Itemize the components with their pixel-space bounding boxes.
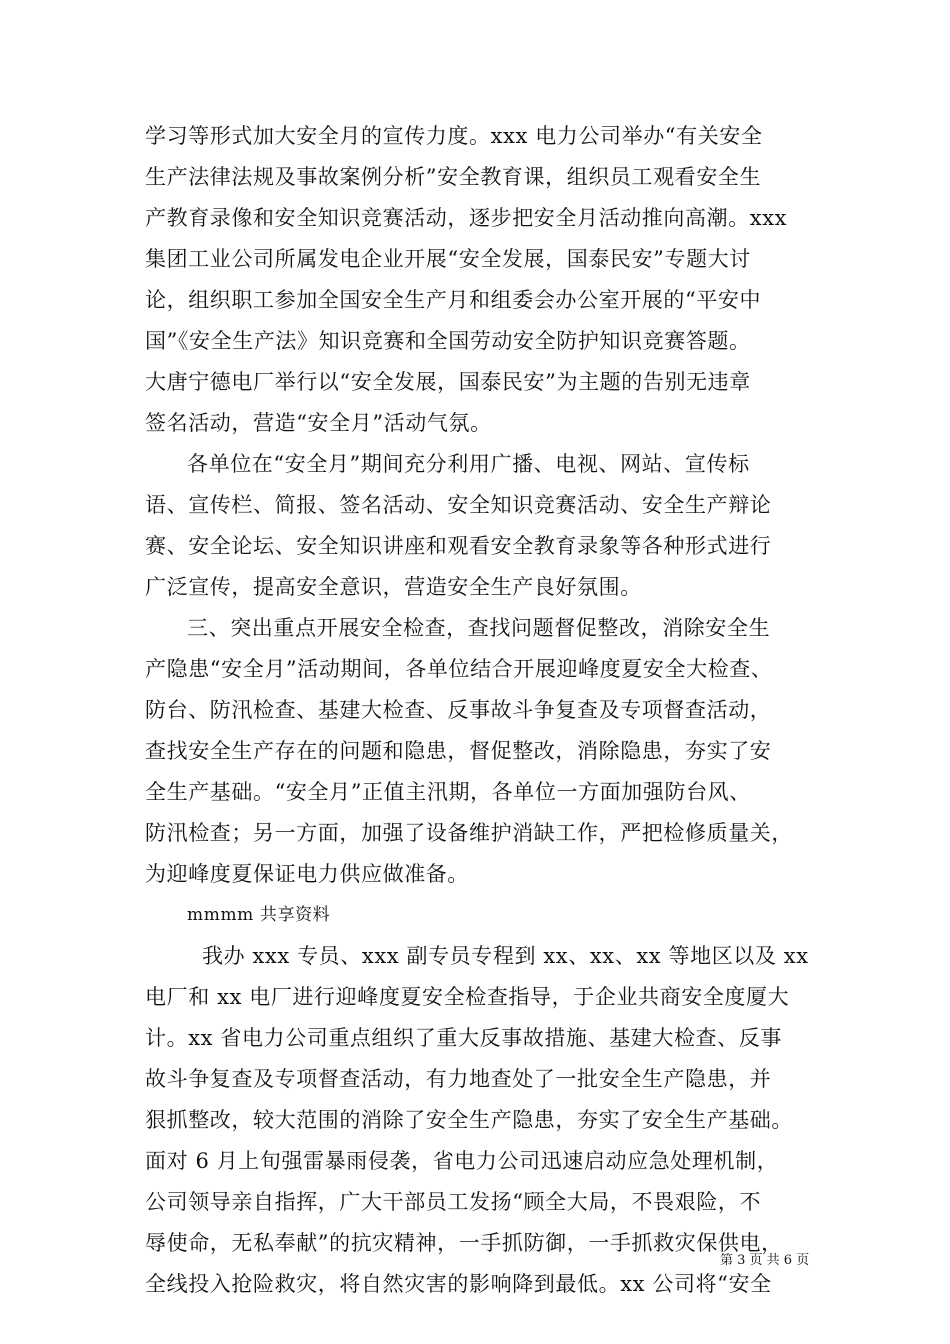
shared-material-label: mmmm 共享资料 — [187, 905, 331, 925]
paragraph-line: 计。xx 省电力公司重点组织了重大反事故措施、基建大检查、反事 — [145, 1026, 782, 1050]
paragraph-line: 全生产基础。“安全月”正值主汛期，各单位一方面加强防台风、 — [145, 780, 751, 804]
paragraph-line: 生产法律法规及事故案例分析”安全教育课，组织员工观看安全生 — [145, 165, 762, 189]
paragraph-line: 狠抓整改，较大范围的消除了安全生产隐患，夯实了安全生产基础。 — [145, 1108, 793, 1132]
paragraph-line: 故斗争复查及专项督查活动，有力地查处了一批安全生产隐患，并 — [145, 1067, 772, 1091]
paragraph-line: 论，组织职工参加全国安全生产月和组委会办公室开展的“平安中 — [145, 288, 762, 312]
paragraph-line: 赛、安全论坛、安全知识讲座和观看安全教育录象等各种形式进行 — [145, 534, 772, 558]
paragraph-line: 防汛检查；另一方面，加强了设备维护消缺工作，严把检修质量关， — [145, 821, 793, 845]
paragraph-line: 广泛宣传，提高安全意识，营造安全生产良好氛围。 — [145, 575, 642, 599]
paragraph-line: 面对 6 月上旬强雷暴雨侵袭，省电力公司迅速启动应急处理机制， — [145, 1149, 779, 1173]
paragraph-line: 为迎峰度夏保证电力供应做准备。 — [145, 862, 469, 886]
paragraph-line: 学习等形式加大安全月的宣传力度。xxx 电力公司举办“有关安全 — [145, 124, 763, 148]
paragraph-line: 三、突出重点开展安全检查，查找问题督促整改，消除安全生 — [187, 616, 771, 640]
page-number-footer: 第 3 页 共 6 页 — [720, 1253, 810, 1268]
paragraph-line: 查找安全生产存在的问题和隐患，督促整改，消除隐患，夯实了安 — [145, 739, 772, 763]
paragraph-line: 国”《安全生产法》知识竞赛和全国劳动安全防护知识竞赛答题。 — [145, 329, 751, 353]
paragraph-line: 全线投入抢险救灾，将自然灾害的影响降到最低。xx 公司将“安全 — [145, 1272, 772, 1296]
paragraph-line: 大唐宁德电厂举行以“安全发展，国泰民安”为主题的告别无违章 — [145, 370, 751, 394]
paragraph-line: 我办 xxx 专员、xxx 副专员专程到 xx、xx、xx 等地区以及 xx — [202, 944, 809, 968]
paragraph-line: 公司领导亲自指挥，广大干部员工发扬“顾全大局，不畏艰险，不 — [145, 1190, 762, 1214]
paragraph-line: 集团工业公司所属发电企业开展“安全发展，国泰民安”专题大讨 — [145, 247, 751, 271]
paragraph-line: 语、宣传栏、简报、签名活动、安全知识竞赛活动、安全生产辩论 — [145, 493, 772, 517]
paragraph-line: 电厂和 xx 电厂进行迎峰度夏安全检查指导，于企业共商安全度厦大 — [145, 985, 790, 1009]
paragraph-line: 产隐患“安全月”活动期间，各单位结合开展迎峰度夏安全大检查、 — [145, 657, 773, 681]
paragraph-line: 签名活动，营造“安全月”活动气氛。 — [145, 411, 492, 435]
paragraph-line: 辱使命，无私奉献”的抗灾精神，一手抓防御，一手抓救灾保供电， — [145, 1231, 783, 1255]
paragraph-line: 防台、防汛检查、基建大检查、反事故斗争复查及专项督查活动， — [145, 698, 772, 722]
paragraph-line: 各单位在“安全月”期间充分利用广播、电视、网站、宣传标 — [187, 452, 750, 476]
paragraph-line: 产教育录像和安全知识竞赛活动，逐步把安全月活动推向高潮。xxx — [145, 206, 788, 230]
